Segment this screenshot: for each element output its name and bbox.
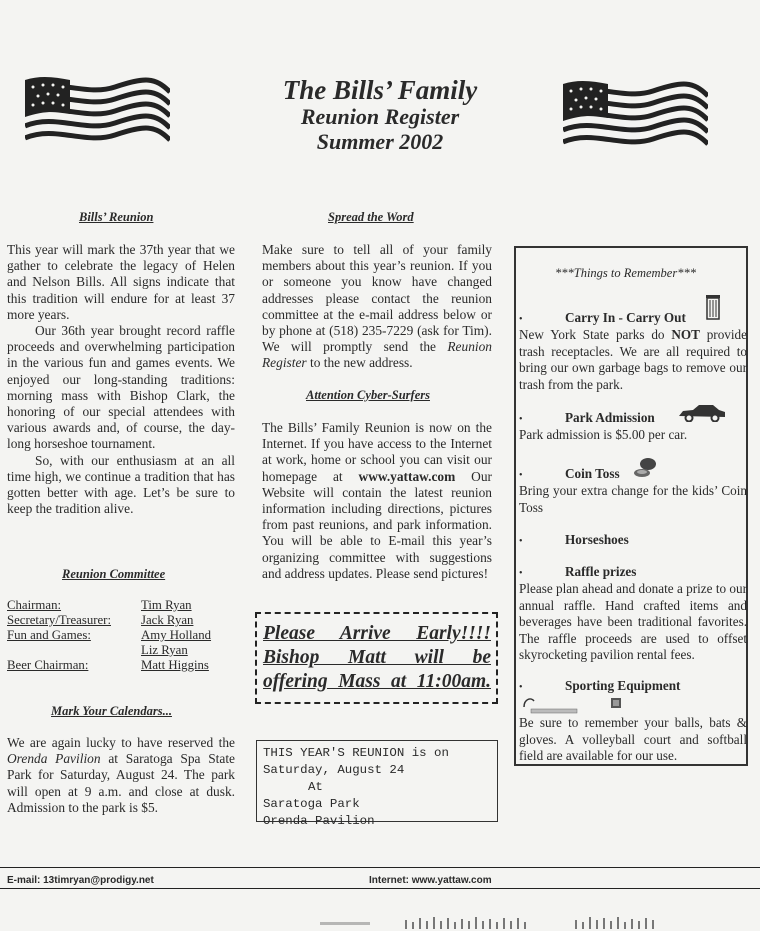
sports-equipment-icon	[521, 695, 626, 717]
remember-item-text: Be sure to remember your balls, bats & gloves. A volleyball court and softball field are available for our use.	[519, 715, 747, 763]
remember-heading: ***Things to Remember***	[555, 266, 696, 280]
calendars-heading: Mark Your Calendars...	[51, 704, 172, 718]
spread-text: Make sure to tell all of your family members about this year’s reunion. If you or someone you know have changed addresses please contact the reunion committee at the e-mail address below or by phone at (518) 235-7229 (ask for Tim). We will promptly send the	[262, 242, 492, 355]
remember-item-label: Carry In - Carry Out	[565, 310, 686, 325]
committee-member: Matt Higgins	[141, 658, 209, 672]
website-link[interactable]: www.yattaw.com	[358, 468, 456, 484]
remember-item-text: New York State parks do NOT provide trash receptacles. We are all required to bring our own garbage bags to remove our trash from the park.	[519, 327, 747, 392]
bills-reunion-p3: So, with our enthusiasm at an all time high, we continue a tradition that has gotten better with age. Let’s be sure to keep the tradition alive.	[7, 452, 235, 517]
newsletter-title	[250, 75, 510, 154]
event-line-1: THIS YEAR'S REUNION is on	[263, 746, 449, 760]
trash-can-icon	[705, 294, 721, 320]
committee-heading: Reunion Committee	[62, 567, 166, 581]
event-line-4: Saratoga Park	[263, 797, 360, 811]
remember-item-label: Horseshoes	[565, 532, 629, 547]
arrive-line-2: Bishop Matt will be	[263, 647, 491, 668]
event-info-box	[256, 740, 498, 828]
arrive-early-notice	[255, 612, 498, 704]
event-line-5: Orenda Pavilion	[263, 814, 375, 828]
title-line-1: The Bills’ Family	[282, 75, 478, 105]
committee-role: Chairman:	[7, 598, 62, 612]
car-icon	[677, 404, 727, 422]
cyber-article	[262, 420, 492, 582]
title-line-3: Summer 2002	[316, 128, 444, 154]
spread-text-2: to the new address.	[306, 355, 413, 371]
committee-role: Secretary/Treasurer:	[7, 613, 111, 627]
spread-article	[262, 242, 492, 372]
calendars-text: We are again lucky to have reserved the	[7, 735, 235, 750]
committee-role: Beer Chairman:	[7, 658, 89, 672]
remember-item-label: Raffle prizes	[565, 564, 637, 579]
bills-reunion-p1: This year will mark the 37th year that we gather to celebrate the legacy of Helen and Nelson Bills. All signs indicate that this tradition will endure for at least 37 more years.	[7, 242, 235, 322]
remember-item-raffle	[519, 564, 747, 664]
us-flag-icon-left	[25, 72, 170, 147]
remember-item-label: Park Admission	[565, 410, 655, 425]
spread-publication: Reunion Register	[262, 339, 492, 371]
remember-item-text: Park admission is $5.00 per car.	[519, 427, 688, 442]
spread-heading: Spread the Word	[328, 210, 414, 224]
event-line-2: Saturday, August 24	[263, 763, 405, 777]
bills-reunion-p2: Our 36th year brought record raffle proceeds and overwhelming participation in the various fun and games events. We enjoyed our long-standing traditions: morning mass with Bishop Clark, the honoring of our special attendees with various awards and, of course, the day-long horseshoe tournament.	[7, 323, 235, 452]
footer-email[interactable]: E-mail: 13timryan@prodigy.net	[7, 875, 154, 886]
committee-member: Amy Holland	[141, 628, 212, 642]
calendars-text-2: at Saratoga Spa State Park for Saturday, August 24. The park will open at 9 a.m. and close at dusk. Admission to the park is $5.	[7, 751, 236, 815]
remember-item-carry-in	[519, 310, 747, 393]
event-line-3: At	[308, 780, 323, 794]
footer-bottom-rule	[0, 888, 760, 889]
arrive-line-1: Please Arrive Early!!!!	[263, 623, 491, 644]
remember-item-sporting	[519, 678, 747, 765]
bullet: •	[519, 568, 523, 579]
bullet: •	[519, 470, 523, 481]
cyber-text: The Bills’ Family Reunion is now on the Internet. If you have access to the Internet at work, home or school you can visit our homepage at	[262, 420, 492, 484]
remember-item-text: Please plan ahead and donate a prize to our annual raffle. Hand crafted items and beverages have been traditional favorites. The raffle proceeds are used to offset skyrocketing pavilion rental fees.	[519, 581, 747, 662]
remember-item-label: Coin Toss	[565, 466, 620, 481]
calendars-venue: Orenda Pavilion	[7, 751, 101, 767]
bills-reunion-article	[7, 242, 235, 517]
cyber-text-2: Our Website will contain the latest reunion information including directions, pictures from past reunions, and park information. You will be able to E-mail this year’s organizing committee with suggestions and address updates. Please send pictures!	[262, 468, 492, 581]
us-flag-icon-right	[563, 76, 708, 151]
committee-member: Jack Ryan	[141, 613, 194, 627]
arrive-line-3: offering Mass at 11:00am.	[263, 671, 491, 692]
bullet: •	[519, 314, 523, 325]
cyber-heading: Attention Cyber-Surfers	[306, 388, 430, 402]
remember-item-label: Sporting Equipment	[565, 678, 681, 693]
bullet: •	[519, 682, 523, 693]
bullet: •	[519, 536, 523, 547]
remember-item-text: Bring your extra change for the kids’ Coin Toss	[519, 483, 747, 515]
footer-top-rule	[0, 867, 760, 868]
coin-purse-icon	[633, 457, 659, 479]
committee-role: Fun and Games:	[7, 628, 91, 642]
calendars-article	[7, 735, 235, 816]
bullet: •	[519, 414, 523, 425]
scan-artifact-marks	[320, 912, 670, 931]
footer-internet[interactable]: Internet: www.yattaw.com	[369, 875, 492, 886]
bills-reunion-heading: Bills’ Reunion	[79, 210, 154, 224]
title-line-2: Reunion Register	[300, 104, 460, 130]
committee-member: Tim Ryan	[141, 598, 192, 612]
committee-member: Liz Ryan	[141, 643, 188, 657]
